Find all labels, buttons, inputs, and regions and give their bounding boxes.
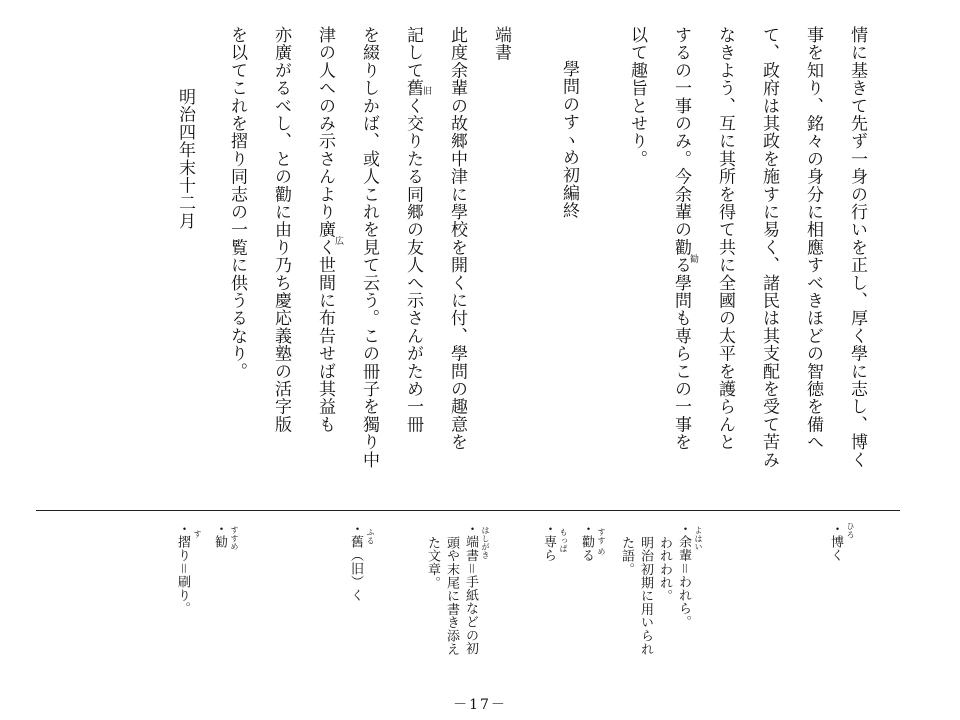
note-susume: ・勧 — [212, 522, 227, 549]
body-line-1: 情に基きて先ず一身の行いを正し、厚く學に志し、博く — [847, 26, 867, 469]
note-reading-hiroku: ひろ — [846, 522, 855, 539]
page-number: －17－ — [453, 697, 507, 713]
body-line-4: なきよう、互に其所を得て共に全國の太平を護らんと — [715, 26, 735, 451]
note-yohai-line-4: た語。 — [619, 536, 634, 576]
footnote-divider — [36, 510, 900, 511]
body-line-5: するの一事のみ。今余輩の勸る學問も専らこの一事を — [671, 26, 691, 451]
note-yohai-line-2: われわれ。 — [657, 536, 672, 603]
note-hashigaki-line-2: 頭や末尾に書き添え — [444, 536, 459, 656]
body-line-2: 事を知り、銘々の身分に相應すべきほどの智徳を備へ — [803, 26, 823, 451]
preface-line-3: を綴りしかば、或人これを見て云う。この冊子を獨り中 — [359, 26, 379, 469]
preface-line-5: 亦廣がるべし、との勸に由り乃ち慶応義塾の活字版 — [271, 26, 291, 434]
note-hiroku: ・博く — [828, 522, 843, 562]
note-reading-hashigaki: はしがき — [481, 526, 490, 560]
note-hashigaki-line-3: た文章。 — [425, 536, 440, 590]
modern-form-mark-kyu: 旧 — [423, 87, 433, 97]
note-yohai-line-1: ・余輩＝われら。 — [676, 522, 691, 629]
date-line: 明治四年末十二月 — [175, 88, 195, 230]
note-reading-moppara: もっぱ — [559, 528, 568, 553]
note-susumuru: ・勸る — [579, 522, 594, 562]
preface-line-1: 此度余輩の故郷中津に學校を開くに付、學問の趣意を — [447, 26, 467, 451]
modern-form-mark-hiroi: 広 — [335, 237, 345, 247]
note-reading-susume: すすめ — [230, 526, 239, 551]
note-reading-furuku: ふる — [366, 528, 375, 545]
note-furuku: ・舊（旧）く — [348, 522, 363, 602]
preface-line-6: を以てこれを摺り同志の一覧に供うるなり。 — [227, 26, 247, 380]
note-yohai-line-3: 明治初期に用いられ — [638, 536, 653, 656]
section-end-line: 學問のすヽめ初編終 — [559, 60, 579, 220]
modern-form-mark-susume: 勧 — [690, 255, 700, 265]
preface-heading: 端書 — [491, 26, 511, 62]
note-suri: ・摺り＝刷り。 — [175, 522, 190, 616]
note-reading-susumuru: すす め — [597, 528, 606, 556]
preface-line-2: 記して舊く交りたる同郷の友人へ示さんがため一冊 — [403, 26, 423, 434]
body-line-3: て、政府は其政を施すに易く、諸民は其支配を受て苦み — [759, 26, 779, 469]
note-moppara: ・専ら — [541, 522, 556, 562]
body-line-6: 以て趣旨とせり。 — [627, 26, 647, 168]
note-reading-yohai: よはい — [694, 526, 703, 551]
note-hashigaki-line-1: ・端書＝手紙などの初 — [463, 522, 478, 655]
note-reading-suri: す — [193, 530, 202, 539]
preface-line-4: 津の人へのみ示さんより廣く世間に布告せば其益も — [315, 26, 335, 434]
